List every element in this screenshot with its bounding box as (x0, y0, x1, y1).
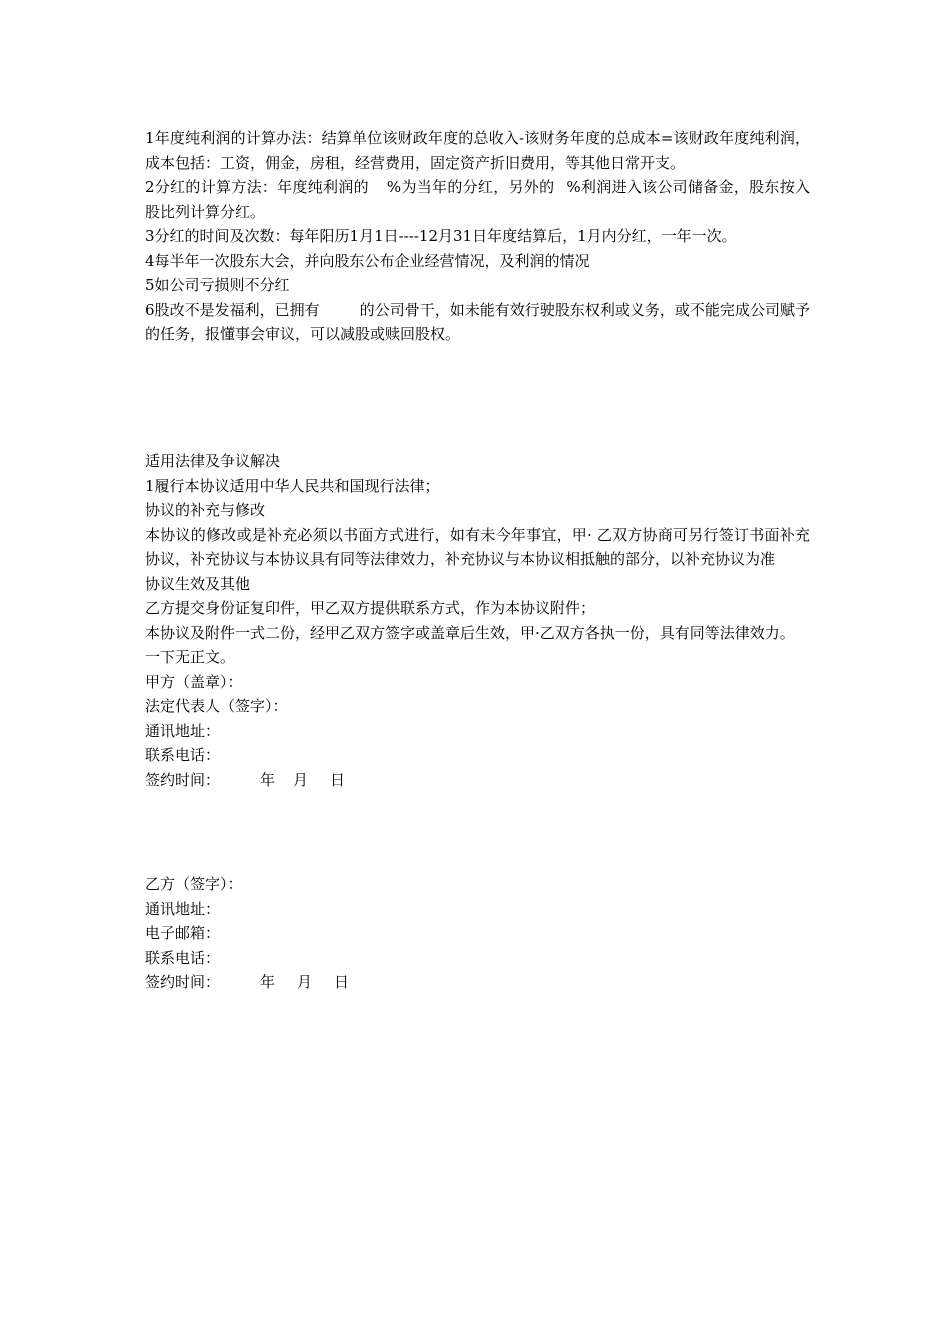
party-b-sign-label: 乙方（签字）： (145, 875, 243, 893)
effect-text-1: 乙方提交身份证复印件，甲乙双方提供联系方式，作为本协议附件； (145, 599, 596, 617)
profit-item-3: 3分红的时间及次数：每年阳历1月1日----12月31日年度结算后，1月内分红，一年一次。 (145, 227, 737, 245)
party-a-year: 年 (260, 770, 276, 789)
party-a-address-label: 通讯地址： (145, 721, 221, 740)
effect-text-2: 本协议及附件一式二份，经甲乙双方签字或盖章后生效，甲·乙双方各执一份，具有同等法律效力。 (145, 623, 795, 642)
party-b-month: 月 (297, 973, 313, 991)
party-b-year: 年 (260, 973, 276, 991)
profit-item-2 (145, 175, 810, 224)
party-b-date-line (145, 970, 810, 995)
profit-item-2-part-b: %为当年的分红，另外的 (386, 178, 555, 196)
profit-item-5: 5如公司亏损则不分红 (145, 276, 290, 294)
profit-item-2-part-a: 2分红的计算方法：年度纯利润的 (145, 178, 369, 196)
party-a-date-label: 签约时间： (145, 770, 221, 789)
effect-heading: 协议生效及其他 (145, 574, 251, 593)
profit-item-2-part-c: %利润进入该公司储备金，股东按入股比列计算分红。 (145, 178, 810, 221)
party-b-date-label: 签约时间： (145, 973, 221, 991)
party-b-address-label: 通讯地址： (145, 899, 221, 918)
profit-item-4: 4每半年一次股东大会，并向股东公布企业经营情况，及利润的情况 (145, 251, 590, 270)
party-a-date-line (145, 768, 810, 793)
profit-distribution-section (145, 126, 810, 347)
party-a-day: 日 (330, 770, 346, 789)
profit-item-1: 1年度纯利润的计算办法：结算单位该财政年度的总收入-该财务年度的总成本=该财政年度纯利润，成本包括：工资，佣金，房租，经营费用，固定资产折旧费用，等其他日常开支。 (145, 129, 810, 172)
profit-item-6-part-a: 6股改不是发福利，已拥有 (145, 300, 320, 319)
law-and-signature-section (145, 449, 810, 792)
law-item-1: 1履行本协议适用中华人民共和国现行法律； (145, 476, 440, 495)
party-a-rep-label: 法定代表人（签字）： (145, 697, 288, 715)
supplement-heading: 协议的补充与修改 (145, 501, 266, 519)
profit-item-6-part-b: 的公司骨干，如未能有效行驶股东权利或义务，或不能完成公司赋予的任务，报懂事会审议，可以减股或赎回股权。 (145, 300, 810, 343)
party-b-section (145, 872, 810, 995)
party-b-phone-label: 联系电话： (145, 948, 221, 967)
party-a-phone-label: 联系电话： (145, 746, 221, 764)
party-b-email-label: 电子邮箱： (145, 924, 221, 942)
law-heading: 适用法律及争议解决 (145, 452, 281, 470)
party-b-day: 日 (334, 973, 350, 991)
party-a-seal-label: 甲方（盖章）： (145, 672, 243, 691)
end-note: 一下无正文。 (145, 648, 236, 666)
profit-item-6 (145, 298, 810, 347)
supplement-text: 本协议的修改或是补充必须以书面方式进行，如有未今年事宜，甲· 乙双方协商可另行签订书面补充协议，补充协议与本协议具有同等法律效力，补充协议与本协议相抵触的部分，以补充协议为准 (145, 525, 810, 568)
party-a-month: 月 (293, 770, 309, 789)
